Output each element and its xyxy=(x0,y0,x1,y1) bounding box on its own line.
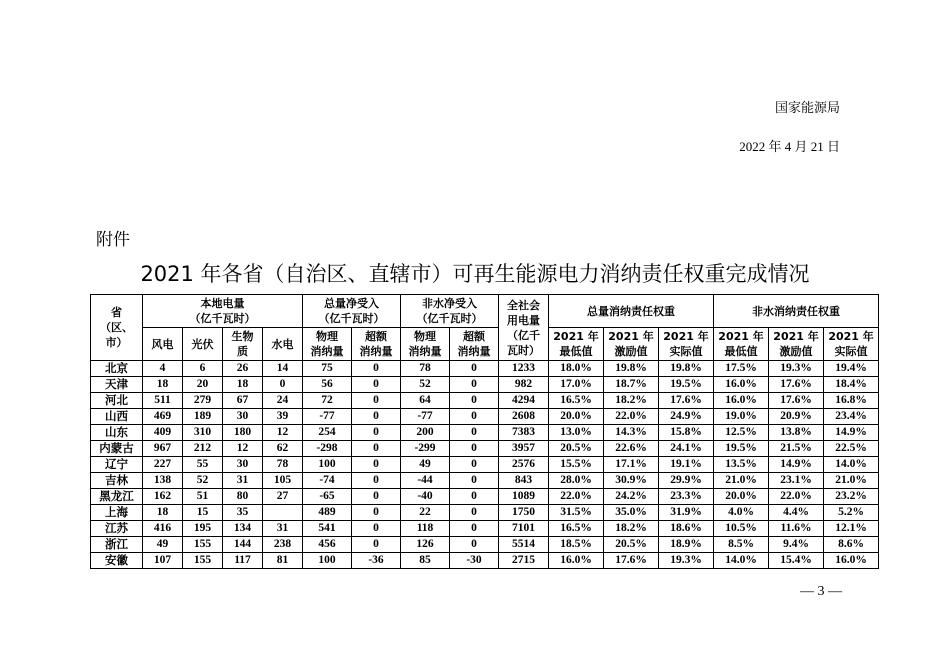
table-cell: 24.2% xyxy=(604,489,659,505)
table-cell: 18 xyxy=(143,505,183,521)
table-cell: 28.0% xyxy=(549,473,604,489)
table-cell: -74 xyxy=(303,473,352,489)
table-cell: 16.0% xyxy=(549,553,604,569)
table-cell: 0 xyxy=(352,457,401,473)
table-cell: 13.0% xyxy=(549,425,604,441)
nonhydro-weight-actual-header: 2021 年 实际值 xyxy=(824,328,879,361)
table-cell: 24 xyxy=(263,393,303,409)
table-cell: 100 xyxy=(303,457,352,473)
table-row xyxy=(91,393,879,409)
total-net-import-header: 总量净受入 （亿千瓦时） xyxy=(303,295,401,328)
table-cell: 19.4% xyxy=(824,361,879,377)
table-cell: 16.0% xyxy=(714,377,769,393)
table-cell: -40 xyxy=(401,489,450,505)
table-cell: 30 xyxy=(223,409,263,425)
table-row xyxy=(91,457,879,473)
table-cell: -30 xyxy=(450,553,499,569)
table-cell: 21.0% xyxy=(824,473,879,489)
table-cell: 23.3% xyxy=(659,489,714,505)
table-cell: 17.6% xyxy=(659,393,714,409)
table-cell: 64 xyxy=(401,393,450,409)
total-physical-header: 物理 消纳量 xyxy=(303,328,352,361)
issue-date: 2022 年 4 月 21 日 xyxy=(739,139,840,154)
table-cell: 67 xyxy=(223,393,263,409)
solar-header: 光伏 xyxy=(183,328,223,361)
table-cell: 12.5% xyxy=(714,425,769,441)
table-cell: 15.8% xyxy=(659,425,714,441)
page-number: — 3 — xyxy=(800,584,842,599)
table-cell: 15.5% xyxy=(549,457,604,473)
table-cell: 18 xyxy=(143,377,183,393)
table-cell: 238 xyxy=(263,537,303,553)
province-cell: 江苏 xyxy=(91,521,143,537)
table-cell: 0 xyxy=(352,505,401,521)
table-cell: 212 xyxy=(183,441,223,457)
table-cell: 511 xyxy=(143,393,183,409)
table-cell: -299 xyxy=(401,441,450,457)
table-cell: 155 xyxy=(183,553,223,569)
table-cell: 0 xyxy=(450,537,499,553)
table-cell: 0 xyxy=(352,441,401,457)
table-cell: 0 xyxy=(450,489,499,505)
table-cell: 23.1% xyxy=(769,473,824,489)
table-cell: 31 xyxy=(263,521,303,537)
table-cell: 4 xyxy=(143,361,183,377)
table-cell: 195 xyxy=(183,521,223,537)
table-cell: 18.2% xyxy=(604,521,659,537)
table-cell: 489 xyxy=(303,505,352,521)
table-row xyxy=(91,409,879,425)
table-cell: 8.5% xyxy=(714,537,769,553)
table-cell: 4.4% xyxy=(769,505,824,521)
total-weight-actual-header: 2021 年 实际值 xyxy=(659,328,714,361)
table-cell: 18.2% xyxy=(604,393,659,409)
table-cell: 80 xyxy=(223,489,263,505)
table-cell: 14.9% xyxy=(769,457,824,473)
table-cell: 26 xyxy=(223,361,263,377)
province-cell: 山东 xyxy=(91,425,143,441)
table-cell: 117 xyxy=(223,553,263,569)
table-cell: 0 xyxy=(450,505,499,521)
table-cell: 19.8% xyxy=(659,361,714,377)
table-cell xyxy=(263,505,303,521)
society-consumption-header: 全社会 用电量 （亿千 瓦时） xyxy=(499,295,549,361)
attachment-label: 附件 xyxy=(96,230,130,250)
table-cell: 16.0% xyxy=(714,393,769,409)
province-cell: 山西 xyxy=(91,409,143,425)
table-cell: -77 xyxy=(401,409,450,425)
table-cell: 416 xyxy=(143,521,183,537)
table-row xyxy=(91,521,879,537)
nonhydro-physical-header: 物理 消纳量 xyxy=(401,328,450,361)
hydro-header: 水电 xyxy=(263,328,303,361)
table-cell: 8.6% xyxy=(824,537,879,553)
page-title: 2021 年各省（自治区、直辖市）可再生能源电力消纳责任权重完成情况 xyxy=(140,262,810,286)
table-cell: 85 xyxy=(401,553,450,569)
table-cell: 0 xyxy=(450,441,499,457)
table-cell: 0 xyxy=(352,473,401,489)
issuing-agency: 国家能源局 xyxy=(774,101,840,116)
table-cell: 843 xyxy=(499,473,549,489)
table-cell: 18.4% xyxy=(824,377,879,393)
table-cell: 12 xyxy=(263,425,303,441)
table-cell: 0 xyxy=(263,377,303,393)
table-row xyxy=(91,473,879,489)
table-cell: 23.4% xyxy=(824,409,879,425)
nonhydro-excess-header: 超额 消纳量 xyxy=(450,328,499,361)
table-cell: 13.5% xyxy=(714,457,769,473)
table-row xyxy=(91,361,879,377)
table-cell: 31.5% xyxy=(549,505,604,521)
table-cell: 0 xyxy=(450,361,499,377)
table-row xyxy=(91,441,879,457)
table-cell: 35 xyxy=(223,505,263,521)
table-cell: 14.0% xyxy=(714,553,769,569)
table-cell: 15.4% xyxy=(769,553,824,569)
table-row xyxy=(91,489,879,505)
table-cell: 55 xyxy=(183,457,223,473)
table-cell: 0 xyxy=(352,489,401,505)
table-cell: 20.5% xyxy=(604,537,659,553)
table-cell: 469 xyxy=(143,409,183,425)
table-cell: 18.5% xyxy=(549,537,604,553)
table-cell: 20.5% xyxy=(549,441,604,457)
table-body xyxy=(91,361,879,569)
table-cell: -65 xyxy=(303,489,352,505)
table-cell: 51 xyxy=(183,489,223,505)
table-cell: 15 xyxy=(183,505,223,521)
table-cell: 27 xyxy=(263,489,303,505)
province-cell: 黑龙江 xyxy=(91,489,143,505)
table-cell: 9.4% xyxy=(769,537,824,553)
table-cell: 11.6% xyxy=(769,521,824,537)
total-weight-min-header: 2021 年 最低值 xyxy=(549,328,604,361)
table-cell: 18.7% xyxy=(604,377,659,393)
table-cell: 13.8% xyxy=(769,425,824,441)
biomass-header: 生物 质 xyxy=(223,328,263,361)
table-cell: 17.6% xyxy=(769,377,824,393)
table-cell: 30 xyxy=(223,457,263,473)
table-cell: 7101 xyxy=(499,521,549,537)
table-cell: 2576 xyxy=(499,457,549,473)
table-cell: 78 xyxy=(263,457,303,473)
table-cell: 0 xyxy=(450,521,499,537)
table-row xyxy=(91,425,879,441)
table-cell: 78 xyxy=(401,361,450,377)
table-row xyxy=(91,505,879,521)
table-cell: 254 xyxy=(303,425,352,441)
table-cell: 21.5% xyxy=(769,441,824,457)
table-cell: -36 xyxy=(352,553,401,569)
table-cell: 0 xyxy=(352,393,401,409)
local-power-header: 本地电量 （亿千瓦时） xyxy=(143,295,303,328)
table-cell: 4294 xyxy=(499,393,549,409)
table-cell: 16.5% xyxy=(549,521,604,537)
table-cell: 22.0% xyxy=(769,489,824,505)
table-cell: 0 xyxy=(352,537,401,553)
province-cell: 辽宁 xyxy=(91,457,143,473)
province-cell: 河北 xyxy=(91,393,143,409)
table-cell: 0 xyxy=(450,409,499,425)
table-cell: 105 xyxy=(263,473,303,489)
table-row xyxy=(91,377,879,393)
province-header: 省 （区、 市） xyxy=(91,295,143,361)
province-cell: 吉林 xyxy=(91,473,143,489)
table-cell: 35.0% xyxy=(604,505,659,521)
table-cell: 5.2% xyxy=(824,505,879,521)
table-cell: -77 xyxy=(303,409,352,425)
table-cell: 0 xyxy=(352,361,401,377)
table-cell: 180 xyxy=(223,425,263,441)
table-cell: 12 xyxy=(223,441,263,457)
table-cell: 62 xyxy=(263,441,303,457)
table-cell: 162 xyxy=(143,489,183,505)
table-cell: 12.1% xyxy=(824,521,879,537)
table-cell: 22 xyxy=(401,505,450,521)
table-cell: 20.9% xyxy=(769,409,824,425)
table-cell: 39 xyxy=(263,409,303,425)
table-cell: 81 xyxy=(263,553,303,569)
table-cell: 19.5% xyxy=(714,441,769,457)
table-cell: 138 xyxy=(143,473,183,489)
table-cell: 19.0% xyxy=(714,409,769,425)
table-cell: 22.0% xyxy=(549,489,604,505)
province-cell: 北京 xyxy=(91,361,143,377)
table-cell: 144 xyxy=(223,537,263,553)
table-cell: 541 xyxy=(303,521,352,537)
table-cell: 0 xyxy=(352,377,401,393)
table-cell: 21.0% xyxy=(714,473,769,489)
table-cell: 17.5% xyxy=(714,361,769,377)
table-cell: 22.6% xyxy=(604,441,659,457)
table-cell: 24.1% xyxy=(659,441,714,457)
table-cell: 2608 xyxy=(499,409,549,425)
table-cell: 18.6% xyxy=(659,521,714,537)
table-cell: 17.0% xyxy=(549,377,604,393)
table-cell: 189 xyxy=(183,409,223,425)
table-cell: 0 xyxy=(352,521,401,537)
table-cell: 0 xyxy=(450,393,499,409)
table-cell: 30.9% xyxy=(604,473,659,489)
total-weight-header: 总量消纳责任权重 xyxy=(549,295,714,328)
table-cell: 279 xyxy=(183,393,223,409)
table-row xyxy=(91,553,879,569)
table-cell: 18.0% xyxy=(549,361,604,377)
table-cell: 17.6% xyxy=(604,553,659,569)
table-cell: 2715 xyxy=(499,553,549,569)
table-cell: 16.8% xyxy=(824,393,879,409)
table-cell: 14 xyxy=(263,361,303,377)
table-cell: 19.3% xyxy=(769,361,824,377)
table-cell: 20.0% xyxy=(549,409,604,425)
table-cell: 1750 xyxy=(499,505,549,521)
table-cell: 227 xyxy=(143,457,183,473)
table-cell: 0 xyxy=(352,425,401,441)
table-cell: 155 xyxy=(183,537,223,553)
nonhydro-weight-min-header: 2021 年 最低值 xyxy=(714,328,769,361)
table-cell: 17.1% xyxy=(604,457,659,473)
table-cell: 18 xyxy=(223,377,263,393)
table-cell: 100 xyxy=(303,553,352,569)
province-cell: 浙江 xyxy=(91,537,143,553)
table-cell: 17.6% xyxy=(769,393,824,409)
table-cell: 14.9% xyxy=(824,425,879,441)
province-cell: 天津 xyxy=(91,377,143,393)
table-cell: 52 xyxy=(401,377,450,393)
table-cell: 14.0% xyxy=(824,457,879,473)
table-cell: 56 xyxy=(303,377,352,393)
wind-header: 风电 xyxy=(143,328,183,361)
total-excess-header: 超额 消纳量 xyxy=(352,328,401,361)
table-cell: 14.3% xyxy=(604,425,659,441)
table-cell: 20.0% xyxy=(714,489,769,505)
table-cell: 0 xyxy=(352,409,401,425)
table-cell: 6 xyxy=(183,361,223,377)
table-cell: 20 xyxy=(183,377,223,393)
table-cell: -44 xyxy=(401,473,450,489)
table-cell: 19.8% xyxy=(604,361,659,377)
table-cell: 118 xyxy=(401,521,450,537)
table-cell: 72 xyxy=(303,393,352,409)
table-cell: 10.5% xyxy=(714,521,769,537)
table-cell: 23.2% xyxy=(824,489,879,505)
province-cell: 内蒙古 xyxy=(91,441,143,457)
table-cell: 134 xyxy=(223,521,263,537)
table-cell: 75 xyxy=(303,361,352,377)
nonhydro-weight-header: 非水消纳责任权重 xyxy=(714,295,879,328)
table-cell: 16.0% xyxy=(824,553,879,569)
table-cell: 19.1% xyxy=(659,457,714,473)
table-cell: 982 xyxy=(499,377,549,393)
table-cell: 52 xyxy=(183,473,223,489)
table-cell: 456 xyxy=(303,537,352,553)
table-cell: 31.9% xyxy=(659,505,714,521)
table-cell: 0 xyxy=(450,425,499,441)
table-cell: 24.9% xyxy=(659,409,714,425)
table-cell: 1233 xyxy=(499,361,549,377)
table-cell: 18.9% xyxy=(659,537,714,553)
table-cell: 967 xyxy=(143,441,183,457)
table-cell: 22.0% xyxy=(604,409,659,425)
nonhydro-weight-incentive-header: 2021 年 激励值 xyxy=(769,328,824,361)
table-cell: 7383 xyxy=(499,425,549,441)
table-cell: 22.5% xyxy=(824,441,879,457)
table-cell: 29.9% xyxy=(659,473,714,489)
table-cell: 200 xyxy=(401,425,450,441)
table-cell: 126 xyxy=(401,537,450,553)
table-cell: 0 xyxy=(450,377,499,393)
total-weight-incentive-header: 2021 年 激励值 xyxy=(604,328,659,361)
table-cell: 49 xyxy=(143,537,183,553)
table-cell: 409 xyxy=(143,425,183,441)
consumption-weight-table xyxy=(90,294,879,569)
province-cell: 上海 xyxy=(91,505,143,521)
table-cell: 3957 xyxy=(499,441,549,457)
table-cell: 31 xyxy=(223,473,263,489)
table-row xyxy=(91,537,879,553)
table-cell: 49 xyxy=(401,457,450,473)
table-cell: 107 xyxy=(143,553,183,569)
province-cell: 安徽 xyxy=(91,553,143,569)
table-cell: 19.5% xyxy=(659,377,714,393)
table-cell: 4.0% xyxy=(714,505,769,521)
table-cell: 310 xyxy=(183,425,223,441)
table-cell: 19.3% xyxy=(659,553,714,569)
table-cell: 0 xyxy=(450,473,499,489)
table-cell: 16.5% xyxy=(549,393,604,409)
table-cell: 1089 xyxy=(499,489,549,505)
table-cell: 5514 xyxy=(499,537,549,553)
table-cell: -298 xyxy=(303,441,352,457)
nonhydro-net-import-header: 非水净受入 （亿千瓦时） xyxy=(401,295,499,328)
table-cell: 0 xyxy=(450,457,499,473)
